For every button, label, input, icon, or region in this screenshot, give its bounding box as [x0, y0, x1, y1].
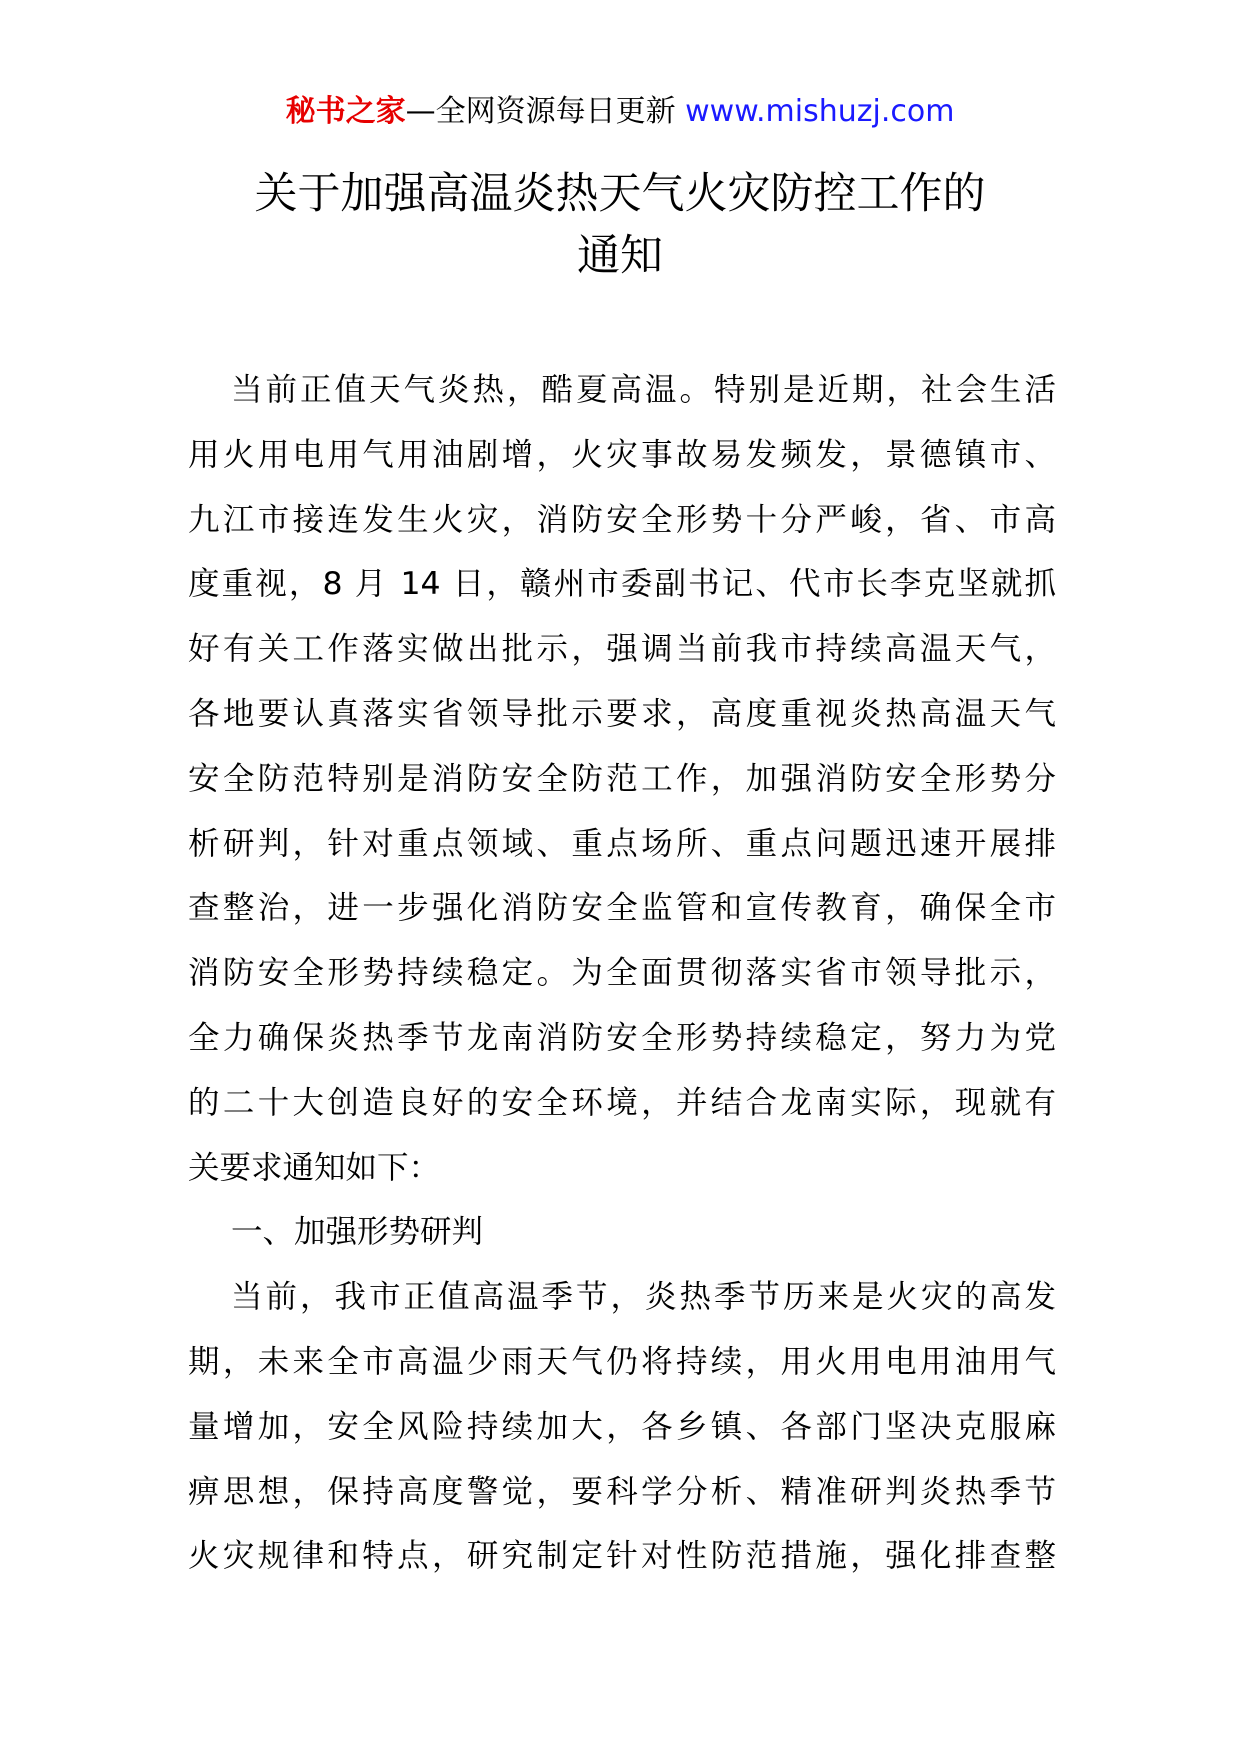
body-line: 查整治，进一步强化消防安全监管和宣传教育，确保全市: [188, 890, 1056, 927]
body-line: 当前正值天气炎热，酷夏高温。特别是近期，社会生活: [231, 372, 1056, 408]
site-url[interactable]: www.mishuzj.com: [685, 94, 955, 129]
body-line: 好有关工作落实做出批示，强调当前我市持续高温天气，: [188, 631, 1056, 668]
body-line: 安全防范特别是消防安全防范工作，加强消防安全形势分: [188, 760, 1056, 797]
document-title: [0, 163, 1240, 287]
body-line: 全力确保炎热季节龙南消防安全形势持续稳定，努力为党: [188, 1019, 1056, 1056]
body-line: 九江市接连发生火灾，消防安全形势十分严峻，省、市高: [188, 501, 1056, 538]
body-line: 用火用电用气用油剧增，火灾事故易发频发，景德镇市、: [188, 436, 1056, 473]
body-line: 量增加，安全风险持续加大，各乡镇、各部门坚决克服麻: [188, 1408, 1056, 1445]
body-line: 关要求通知如下：: [188, 1149, 441, 1186]
body-line: 各地要认真落实省领导批示要求，高度重视炎热高温天气: [188, 695, 1056, 732]
body-line: 当前，我市正值高温季节，炎热季节历来是火灾的高发: [231, 1279, 1056, 1316]
body-line: 度重视，8 月 14 日，赣州市委副书记、代市长李克坚就抓: [188, 566, 1056, 603]
site-header: [0, 92, 1240, 132]
body-line: 火灾规律和特点，研究制定针对性防范措施，强化排查整: [188, 1538, 1056, 1575]
title-line-2: 通知: [577, 231, 663, 281]
body-line: 期，未来全市高温少雨天气仍将持续，用火用电用油用气: [188, 1343, 1056, 1380]
brand-name: 秘书之家: [285, 94, 406, 129]
body-line: 析研判，针对重点领域、重点场所、重点问题迅速开展排: [188, 825, 1056, 862]
body-line: 的二十大创造良好的安全环境，并结合龙南实际，现就有: [188, 1084, 1056, 1121]
section-heading: 一、加强形势研判: [231, 1214, 484, 1251]
body-line: 痹思想，保持高度警觉，要科学分析、精准研判炎热季节: [188, 1473, 1056, 1510]
body-line: 消防安全形势持续稳定。为全面贯彻落实省市领导批示，: [188, 955, 1056, 992]
title-line-1: 关于加强高温炎热天气火灾防控工作的: [254, 169, 986, 219]
header-tagline: —全网资源每日更新: [405, 94, 676, 129]
document-body: [188, 358, 1056, 1589]
